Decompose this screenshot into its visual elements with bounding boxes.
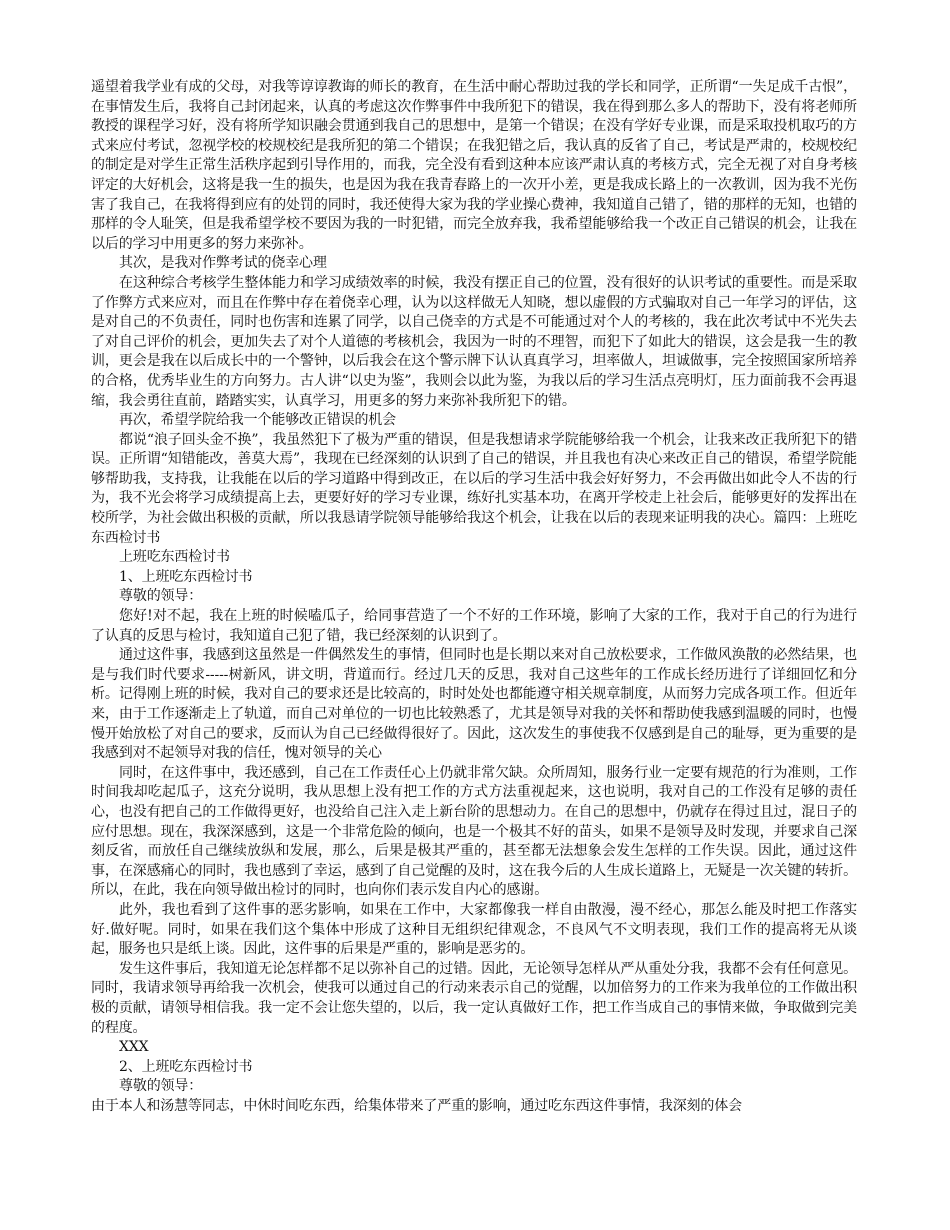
document-body — [91, 78, 857, 1116]
letter-1-title: 1、上班吃东西检讨书 — [119, 568, 253, 585]
letter-1-salutation: 尊敬的领导： — [119, 588, 203, 605]
letter-1-paragraph: 同时，在这件事中，我还感到，自己在工作责任心上仍就非常欠缺。众所周知，服务行业一定要有规范的行为准则，工作时间我却吃起瓜子，这充分说明，我从思想上没有把工作的方式方法重视起来，这也说明，我对自己的工作没有足够的责任心，也没有把自己的工作做得更好，也没给自己注入走上新台阶的思想动力。在自己的思想中，仍就存在得过且过，混日子的应付思想。现在，我深深感到，这是一个非常危险的倾向，也是一个极其不好的苗头，如果不是领导及时发现，并要求自己深刻反省，而放任自己继续放纵和发展，那么，后果是极其严重的，甚至都无法想象会发生怎样的工作失误。因此，通过这件事，在深感痛心的同时，我也感到了幸运，感到了自己觉醒的及时，这在我今后的人生成长道路上，无疑是一次关键的转折。所以，在此，我在向领导做出检讨的同时，也向你们表示发自内心的感谢。 — [91, 764, 857, 899]
paragraph-intro: 遥望着我学业有成的父母，对我等谆谆教诲的师长的教育，在生活中耐心帮助过我的学长和同学，正所谓“一失足成千古恨”，在事情发生后，我将自己封闭起来，认真的考虑这次作弊事件中我所犯下的错误，我在得到那么多人的帮助下，没有将老师所教授的课程学习好，没有将所学知识融会贯通到我自己的思想中，是第一个错误；在没有学好专业课，而是采取投机取巧的方式来应付考试，忽视学校的校规校纪是我所犯的第二个错误；在我犯错之后，我认真的反省了自己，考试是严肃的，校规校纪的制定是对学生正常生活秩序起到引导作用的，而我，完全没有看到这种本应该严肃认真的考核方式，完全无视了对自身考核评定的大好机会，这将是我一生的损失，也是因为我在我青春路上的一次开小差，更是我成长路上的一次教训，因为我不光伤害了我自己，在我将得到应有的处罚的同时，我还使得大家为我的学业操心费神，我知道自己错了，错的那样的无知，也错的那样的令人耻笑，但是我希望学校不要因为我的一时犯错，而完全放弃我，我希望能够给我一个改正自己错误的机会，让我在以后的学习中用更多的努力来弥补。 — [91, 79, 857, 252]
letter-1-signature: XXX — [119, 1039, 149, 1056]
letter-2-paragraph: 由于本人和汤慧等同志，中休时间吃东西，给集体带来了严重的影响，通过吃东西这件事情，我深刻的体会 — [91, 1097, 742, 1114]
letter-1-paragraph: 您好!对不起，我在上班的时候嗑瓜子，给同事营造了一个不好的工作环境，影响了大家的工作，我对于自己的行为进行了认真的反思与检讨，我知道自己犯了错，我已经深刻的认识到了。 — [91, 608, 857, 644]
letter-1-paragraph: 此外，我也看到了这件事的恶劣影响，如果在工作中，大家都像我一样自由散漫，漫不经心，那怎么能及时把工作落实好.做好呢。同时，如果在我们这个集体中形成了这种目无组织纪律观念，不良风气不文明表现，我们工作的提高将无从谈起，服务也只是纸上谈。因此，这件事的后果是严重的，影响是恶劣的。 — [91, 901, 857, 958]
letter-2-salutation: 尊敬的领导： — [119, 1078, 203, 1095]
paragraph-thirdly-body: 都说“浪子回头金不换”，我虽然犯下了极为严重的错误，但是我想请求学院能够给我一个机会，让我来改正我所犯下的错误。正所谓“知错能改，善莫大焉”，我现在已经深刻的认识到了自己的错误，并且我也有决心来改正自己的错误，希望学院能够帮助我，支持我，让我能在以后的学习道路中得到改正，在以后的学习生活中我会好好努力，不会再做出如此令人不齿的行为，我不光会将学习成绩提高上去，更要好好的学习专业课，练好扎实基本功，在离开学校走上社会后，能够更好的发挥出在校所学，为社会做出积极的贡献，所以我恳请学院领导能够给我这个机会，让我在以后的表现来证明我的决心。篇四：上班吃东西检讨书 — [91, 431, 857, 546]
letter-2-title: 2、上班吃东西检讨书 — [119, 1058, 253, 1075]
section-title: 上班吃东西检讨书 — [119, 549, 230, 566]
letter-1-paragraph: 发生这件事后，我知道无论怎样都不足以弥补自己的过错。因此，无论领导怎样从严从重处分我，我都不会有任何意见。同时，我请求领导再给我一次机会，使我可以通过自己的行动来表示自己的觉醒，以加倍努力的工作来为我单位的工作做出积极的贡献，请领导相信我。我一定不会让您失望的，以后，我一定认真做好工作，把工作当成自己的事情来做，争取做到完美的程度。 — [91, 960, 857, 1036]
heading-secondly: 其次，是我对作弊考试的侥幸心理 — [119, 255, 327, 272]
heading-thirdly: 再次，希望学院给我一个能够改正错误的机会 — [119, 412, 396, 429]
paragraph-secondly-body: 在这种综合考核学生整体能力和学习成绩效率的时候，我没有摆正自己的位置，没有很好的认识考试的重要性。而是采取了作弊方式来应对，而且在作弊中存在着侥幸心理，认为以这样做无人知晓，想以虚假的方式骗取对自己一年学习的评估，这是对自己的不负责任，同时也伤害和连累了同学，以自己侥幸的方式是不可能通过对个人的考核的，我在此次考试中不光失去了对自己评价的机会，更加失去了对个人道德的考核机会，我因为一时的不理智，而犯下了如此大的错误，这会是我一生的教训，更会是我在以后成长中的一个警钟，以后我会在这个警示牌下认认真真学习，坦率做人，坦诚做事，完全按照国家所培养的合格，优秀毕业生的方向努力。古人讲“以史为鉴”，我则会以此为鉴，为我以后的学习生活点亮明灯，压力面前我不会再退缩，我会勇往直前，踏踏实实，认真学习，用更多的努力来弥补我所犯下的错。 — [91, 274, 857, 409]
letter-1-paragraph: 通过这件事，我感到这虽然是一件偶然发生的事情，但同时也是长期以来对自己放松要求，工作做风涣散的必然结果，也是与我们时代要求-----树新风，讲文明，背道而行。经过几天的反思，我对自己这些年的工作成长经历进行了详细回忆和分析。记得刚上班的时候，我对自己的要求还是比较高的，时时处处也都能遵守相关规章制度，从而努力完成各项工作。但近年来，由于工作逐渐走上了轨道，而自己对单位的一切也比较熟悉了，尤其是领导对我的关怀和帮助使我感到温暖的同时，也慢慢开始放松了对自己的要求，反而认为自己已经做得很好了。因此，这次发生的事使我不仅感到是自己的耻辱，更为重要的是我感到对不起领导对我的信任，愧对领导的关心 — [91, 647, 857, 762]
